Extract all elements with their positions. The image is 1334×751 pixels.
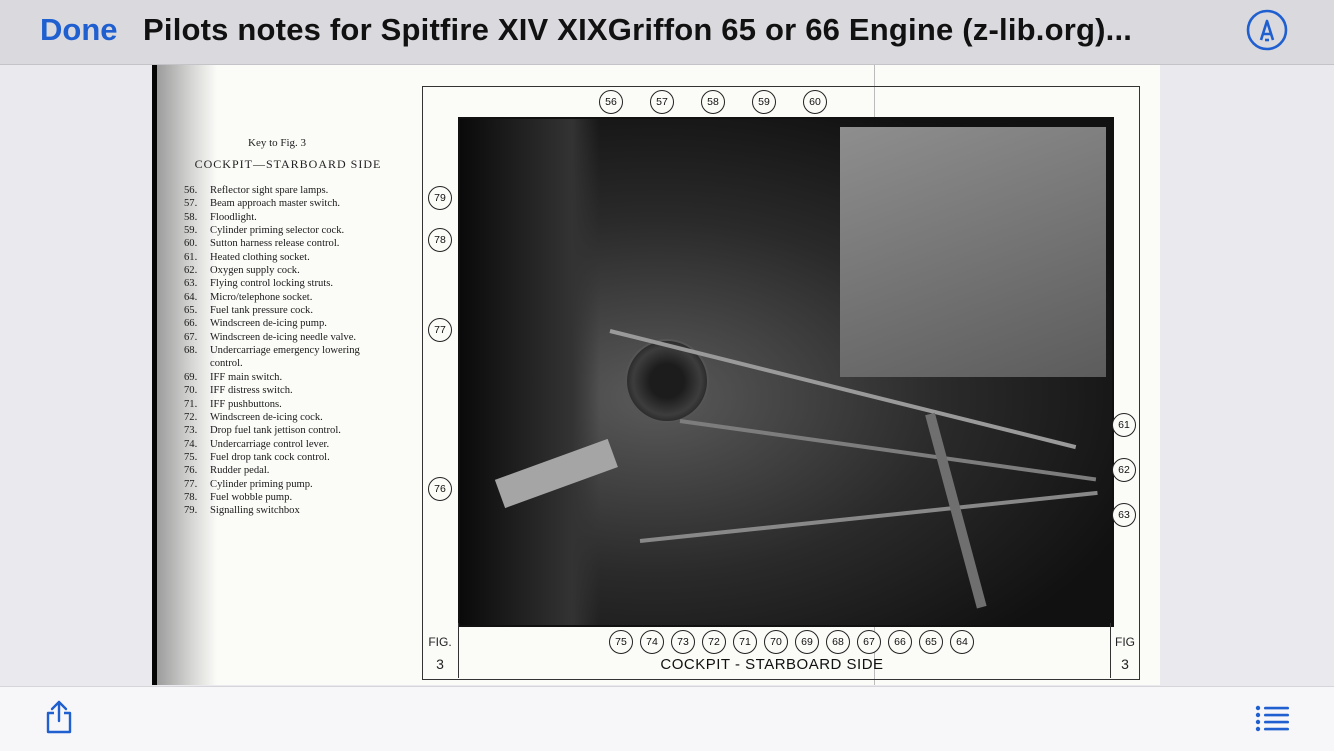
callout-72: 72 <box>702 630 726 654</box>
key-item <box>184 304 395 317</box>
callout-79: 79 <box>428 186 452 210</box>
key-item-text: IFF pushbuttons. <box>210 398 282 410</box>
fig-label-right: FIG <box>1115 635 1135 649</box>
key-item-number: 67. <box>184 331 198 343</box>
done-button[interactable]: Done <box>40 12 118 47</box>
key-item-number: 57. <box>184 198 198 210</box>
cockpit-photo <box>458 117 1114 627</box>
key-item-text: Signalling switchbox <box>210 505 300 517</box>
key-item-number: 63. <box>184 278 198 290</box>
key-list <box>184 184 395 518</box>
callout-57: 57 <box>650 90 674 114</box>
callout-73: 73 <box>671 630 695 654</box>
key-item-text: Beam approach master switch. <box>210 198 341 210</box>
key-item-number: 60. <box>184 238 198 250</box>
key-item <box>184 478 395 491</box>
photo-shadow <box>460 119 600 625</box>
key-item-number <box>184 357 210 370</box>
outline-list-icon[interactable] <box>1255 704 1289 732</box>
key-item <box>184 451 395 464</box>
fig-box-left <box>422 623 459 678</box>
key-item-text: Cylinder priming pump. <box>210 478 313 490</box>
key-item-text: Undercarriage emergency lowering <box>210 345 360 357</box>
key-item-text: Fuel wobble pump. <box>210 491 293 503</box>
key-item-text: Flying control locking struts. <box>210 278 334 290</box>
callout-58: 58 <box>701 90 725 114</box>
key-item <box>184 237 395 250</box>
key-item-number: 66. <box>184 318 198 330</box>
callout-75: 75 <box>609 630 633 654</box>
key-item-text: Windscreen de-icing cock. <box>210 411 323 423</box>
key-item <box>184 384 395 397</box>
key-item-text: Sutton harness release control. <box>210 238 340 250</box>
callout-78: 78 <box>428 228 452 252</box>
fig-label-left: FIG. <box>428 635 452 649</box>
key-item <box>184 224 395 237</box>
key-item-text: Drop fuel tank jettison control. <box>210 425 341 437</box>
key-item-number: 78. <box>184 491 198 503</box>
key-item <box>184 504 395 517</box>
markup-pen-icon[interactable] <box>1246 9 1288 51</box>
photo-side-panel <box>840 127 1106 377</box>
callout-65: 65 <box>919 630 943 654</box>
key-item-text: Undercarriage control lever. <box>210 438 330 450</box>
callout-67: 67 <box>857 630 881 654</box>
key-item-text: Heated clothing socket. <box>210 251 310 263</box>
document-page <box>152 65 1160 685</box>
document-viewer[interactable] <box>0 65 1334 685</box>
key-item-text: Cylinder priming selector cock. <box>210 225 345 237</box>
callout-66: 66 <box>888 630 912 654</box>
key-item-text: Reflector sight spare lamps. <box>210 185 329 196</box>
callout-77: 77 <box>428 318 452 342</box>
fig-number-left: 3 <box>436 656 444 672</box>
key-item-text: Windscreen de-icing pump. <box>210 318 327 330</box>
photo-pipe <box>640 491 1098 543</box>
key-item <box>184 464 395 477</box>
key-subtitle: COCKPIT—STARBOARD SIDE <box>194 157 382 171</box>
key-item <box>184 251 395 264</box>
key-item-number: 58. <box>184 211 198 223</box>
key-item <box>184 371 395 384</box>
key-item-number: 73. <box>184 425 198 437</box>
key-item-text: Fuel tank pressure cock. <box>210 305 313 317</box>
key-item-number: 59. <box>184 225 198 237</box>
key-item <box>184 357 395 370</box>
key-item-number: 56. <box>184 185 198 196</box>
key-item-number: 64. <box>184 291 198 303</box>
callout-63: 63 <box>1112 503 1136 527</box>
key-item-number: 77. <box>184 478 198 490</box>
key-item-number: 74. <box>184 438 198 450</box>
key-item <box>184 197 395 210</box>
share-icon[interactable] <box>44 699 74 735</box>
callout-61: 61 <box>1112 413 1136 437</box>
key-item <box>184 344 395 357</box>
key-item-text: Floodlight. <box>210 211 257 223</box>
callout-60: 60 <box>803 90 827 114</box>
top-toolbar <box>0 0 1334 65</box>
callout-70: 70 <box>764 630 788 654</box>
callout-76: 76 <box>428 477 452 501</box>
key-title: Key to Fig. 3 <box>248 137 307 149</box>
key-item <box>184 277 395 290</box>
document-title: Pilots notes for Spitfire XIV XIXGriffon 65 or 66 Engine (z-lib.org)... <box>143 12 1133 47</box>
callout-62: 62 <box>1112 458 1136 482</box>
key-item <box>184 317 395 330</box>
key-item-text: Rudder pedal. <box>210 465 270 477</box>
key-item-text: IFF distress switch. <box>210 385 293 397</box>
key-item <box>184 331 395 344</box>
key-item-number: 68. <box>184 345 198 357</box>
key-item-number: 79. <box>184 505 198 517</box>
callout-64: 64 <box>950 630 974 654</box>
key-item <box>184 211 395 224</box>
bottom-toolbar <box>0 686 1334 751</box>
key-item-number: 65. <box>184 305 198 317</box>
key-item-number: 69. <box>184 371 198 383</box>
key-item-number: 61. <box>184 251 198 263</box>
key-item <box>184 491 395 504</box>
photo-pipe <box>680 419 1096 481</box>
fig-box-right <box>1110 623 1139 678</box>
key-item <box>184 264 395 277</box>
callout-68: 68 <box>826 630 850 654</box>
figure-caption: COCKPIT - STARBOARD SIDE <box>660 656 884 673</box>
key-item-number: 75. <box>184 451 198 463</box>
callout-74: 74 <box>640 630 664 654</box>
key-item-number: 70. <box>184 385 198 397</box>
key-item-text: Windscreen de-icing needle valve. <box>210 331 357 343</box>
key-item <box>184 184 395 197</box>
fig-number-right: 3 <box>1121 656 1129 672</box>
key-item-number: 71. <box>184 398 198 410</box>
callout-56: 56 <box>599 90 623 114</box>
key-item-text: Micro/telephone socket. <box>210 291 313 303</box>
key-item-number: 76. <box>184 465 198 477</box>
callout-59: 59 <box>752 90 776 114</box>
callout-69: 69 <box>795 630 819 654</box>
key-item <box>184 291 395 304</box>
key-item-text: Fuel drop tank cock control. <box>210 451 330 463</box>
key-item <box>184 398 395 411</box>
key-item <box>184 411 395 424</box>
key-item-text: Oxygen supply cock. <box>210 265 300 277</box>
key-item <box>184 438 395 451</box>
key-item <box>184 424 395 437</box>
key-item-number: 72. <box>184 411 198 423</box>
key-item-text: control. <box>210 358 243 370</box>
callout-71: 71 <box>733 630 757 654</box>
key-item-text: IFF main switch. <box>210 371 283 383</box>
key-item-number: 62. <box>184 265 198 277</box>
